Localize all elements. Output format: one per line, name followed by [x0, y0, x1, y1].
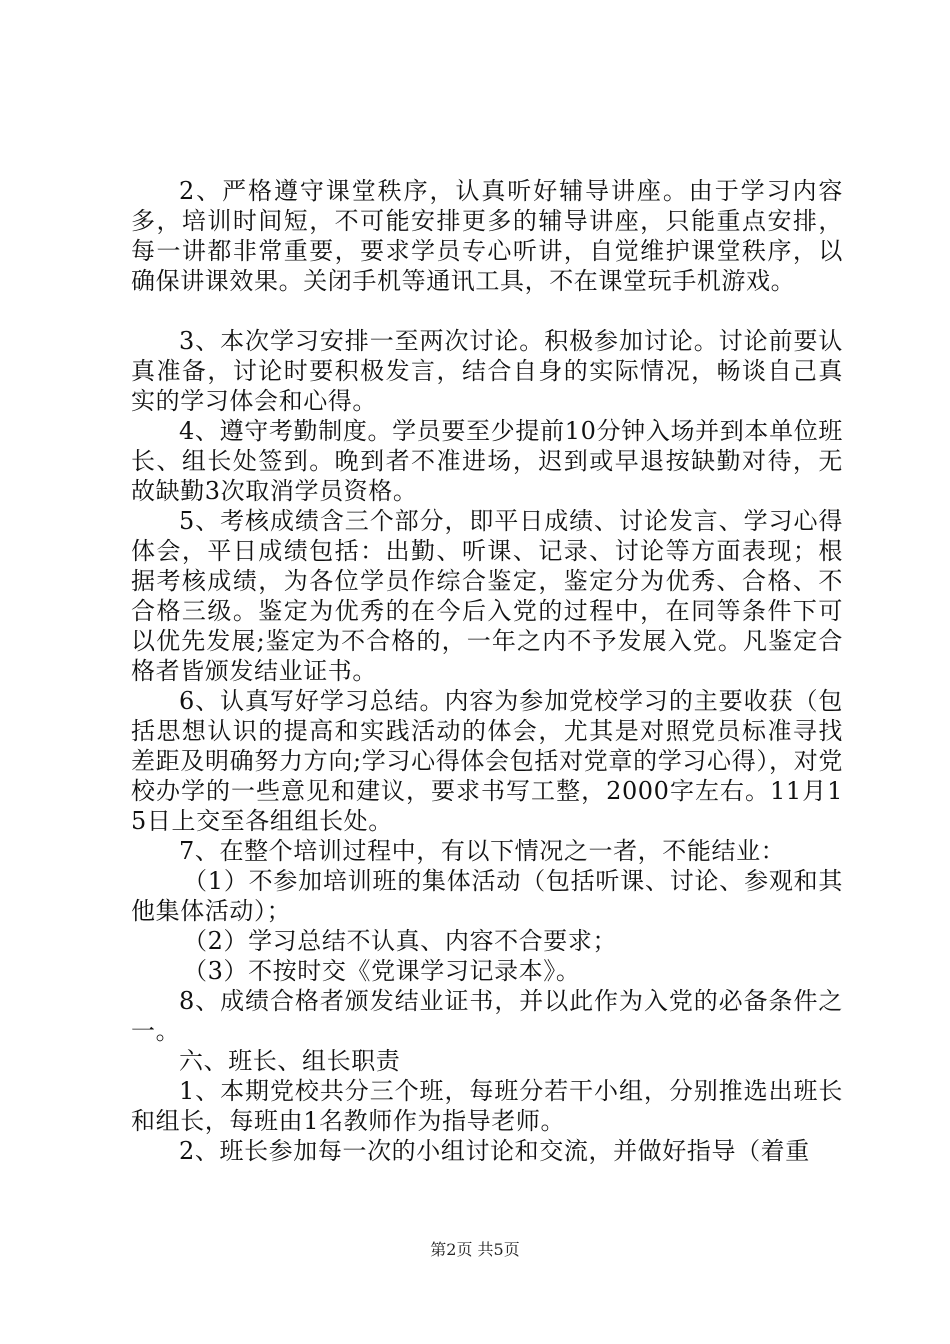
paragraph-completion-conditions: 7、在整个培训过程中，有以下情况之一者，不能结业： — [179, 837, 786, 865]
paragraph-leader-participation: 2、班长参加每一次的小组讨论和交流，并做好指导（着重 — [179, 1137, 810, 1165]
paragraph-summary: 6、认真写好学习总结。内容为参加党校学习的主要收获（包括思想认识的提高和实践活动的体会，尤其是对照党员标准寻找差距及明确努力方向;学习心得体会包括对党章的学习心得），对党校办学的一些意见和建议，要求书写工整，2000字左右。11月15日上交至各组组长处。 — [131, 687, 843, 835]
paragraph-class-structure: 1、本期党校共分三个班，每班分若干小组，分别推选出班长和组长，每班由1名教师作为指导老师。 — [131, 1077, 843, 1135]
document-body — [131, 176, 843, 1166]
paragraph-attendance: 4、遵守考勤制度。学员要至少提前10分钟入场并到本单位班长、组长处签到。晚到者不准进场，迟到或早退按缺勤对待，无故缺勤3次取消学员资格。 — [131, 417, 843, 505]
paragraph-condition-3: （3）不按时交《党课学习记录本》。 — [183, 957, 581, 985]
page-number-footer: 第2页 共5页 — [430, 1240, 520, 1259]
paragraph-certificate: 8、成绩合格者颁发结业证书，并以此作为入党的必备条件之一。 — [131, 987, 843, 1045]
paragraph-condition-1: （1）不参加培训班的集体活动（包括听课、讨论、参观和其他集体活动）； — [131, 867, 843, 925]
paragraph-classroom-order: 2、严格遵守课堂秩序，认真听好辅导讲座。由于学习内容多，培训时间短，不可能安排更多的辅导讲座，只能重点安排，每一讲都非常重要，要求学员专心听讲，自觉维护课堂秩序，以确保讲课效果。关闭手机等通讯工具，不在课堂玩手机游戏。 — [131, 177, 843, 295]
paragraph-discussion: 3、本次学习安排一至两次讨论。积极参加讨论。讨论前要认真准备，讨论时要积极发言，结合自身的实际情况，畅谈自己真实的学习体会和心得。 — [131, 327, 843, 415]
section-heading-leader-duties: 六、班长、组长职责 — [179, 1047, 401, 1075]
paragraph-assessment: 5、考核成绩含三个部分，即平日成绩、讨论发言、学习心得体会，平日成绩包括：出勤、听课、记录、讨论等方面表现；根据考核成绩，为各位学员作综合鉴定，鉴定分为优秀、合格、不合格三级。鉴定为优秀的在今后入党的过程中，在同等条件下可以优先发展;鉴定为不合格的，一年之内不予发展入党。凡鉴定合格者皆颁发结业证书。 — [131, 507, 843, 685]
paragraph-condition-2: （2）学习总结不认真、内容不合要求； — [183, 927, 618, 955]
